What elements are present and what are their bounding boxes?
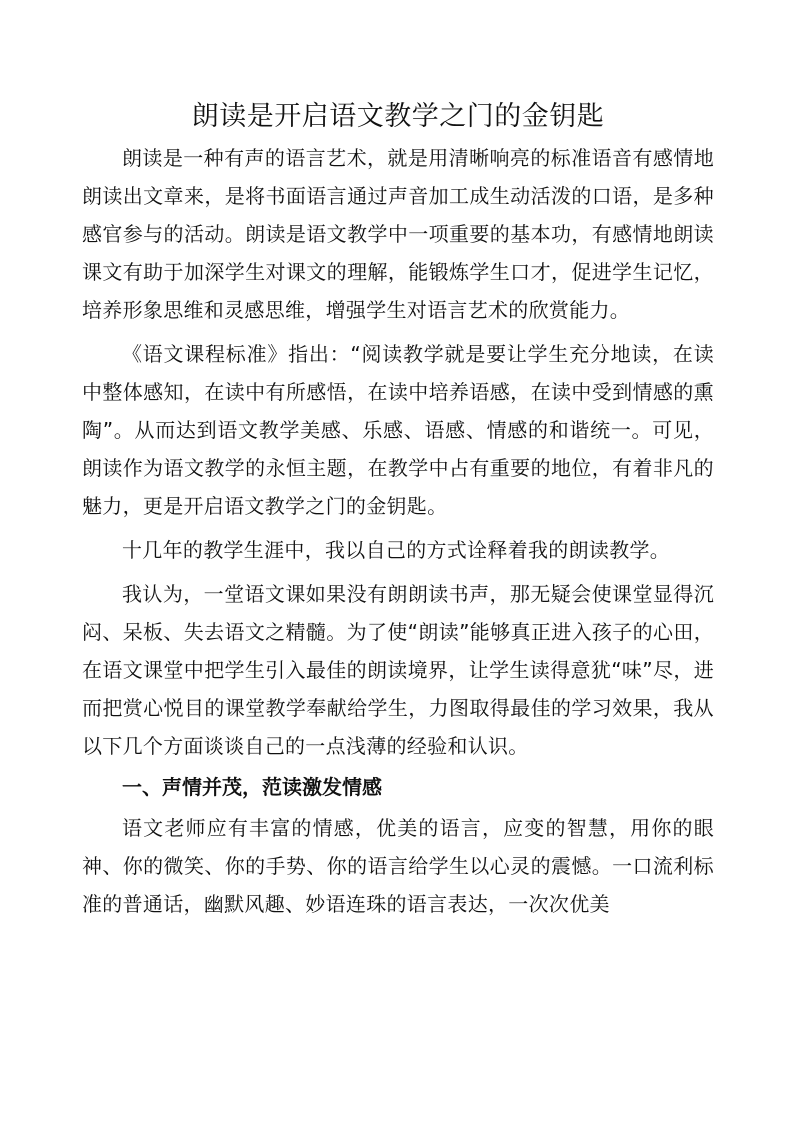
section-paragraph: 语文老师应有丰富的情感，优美的语言，应变的智慧，用你的眼神、你的微笑、你的手势、你的语言给学生以心灵的震憾。一口流利标准的普通话，幽默风趣、妙语连珠的语言表达，一次次优美 [82,816,714,916]
document-page [82,95,714,923]
paragraph-1: 朗读是一种有声的语言艺术，就是用清晰响亮的标准语音有感情地朗读出文章来，是将书面语言通过声音加工成生动活泼的口语，是多种感官参与的活动。朗读是语文教学中一项重要的基本功，有感情地朗读课文有助于加深学生对课文的理解，能锻炼学生口才，促进学生记忆，培养形象思维和灵感思维，增强学生对语言艺术的欣赏能力。 [82,146,714,322]
paragraph-4: 我认为，一堂语文课如果没有朗朗读书声，那无疑会使课堂显得沉闷、呆板、失去语文之精髓。为了使“朗读”能够真正进入孩子的心田，在语文课堂中把学生引入最佳的朗读境界，让学生读得意犹“味”尽，进而把赏心悦目的课堂教学奉献给学生，力图取得最佳的学习效果，我从以下几个方面谈谈自己的一点浅薄的经验和认识。 [82,582,714,758]
document-title: 朗读是开启语文教学之门的金钥匙 [191,101,605,132]
section-heading: 一、声情并茂，范读激发情感 [122,775,382,799]
paragraph-3: 十几年的教学生涯中，我以自己的方式诠释着我的朗读教学。 [122,538,671,562]
paragraph-2: 《语文课程标准》指出：“阅读教学就是要让学生充分地读，在读中整体感知，在读中有所感悟，在读中培养语感，在读中受到情感的熏陶”。从而达到语文教学美感、乐感、语感、情感的和谐统一。可见，朗读作为语文教学的永恒主题，在教学中占有重要的地位，有着非凡的魅力，更是开启语文教学之门的金钥匙。 [82,342,714,518]
